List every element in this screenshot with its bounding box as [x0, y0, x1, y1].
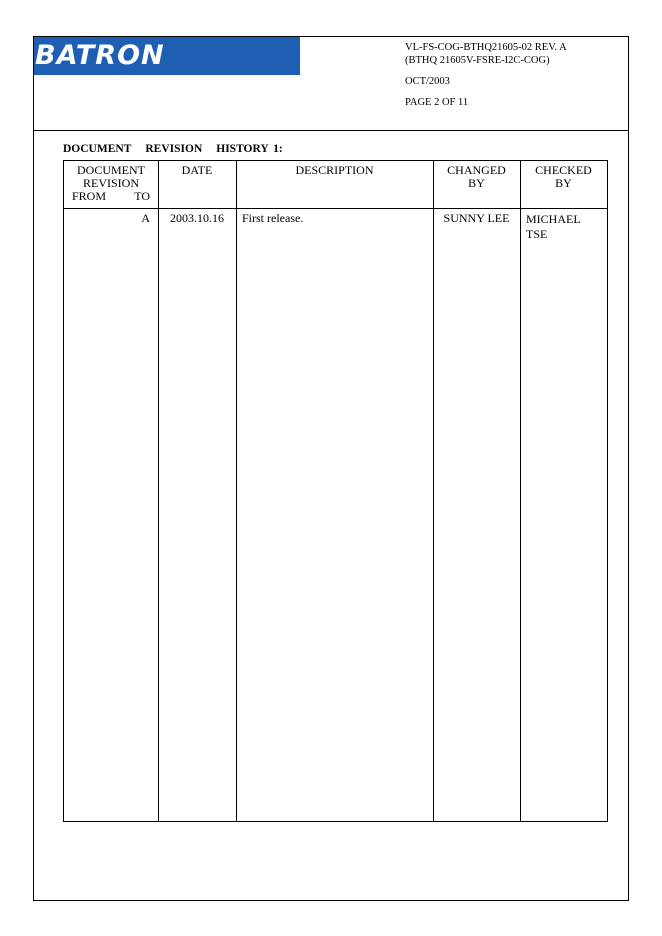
- row-revision-to: A: [141, 211, 150, 225]
- row-description: First release.: [242, 211, 304, 225]
- row-checked-line2: TSE: [526, 227, 548, 241]
- header-revision-from-to: [64, 190, 158, 203]
- header-checked-by: [520, 164, 607, 190]
- document-date: OCT/2003: [405, 76, 450, 87]
- column-divider: [158, 161, 159, 821]
- header-checked-line1: CHECKED: [535, 163, 592, 177]
- header-changed-by: [433, 164, 520, 190]
- header-changed-line2: BY: [468, 176, 485, 190]
- row-date: 2003.10.16: [170, 211, 224, 225]
- header-row-divider: [64, 208, 607, 209]
- column-divider: [433, 161, 434, 821]
- section-title-part: DOCUMENT: [63, 143, 132, 155]
- part-number: (BTHQ 21605V-FSRE-I2C-COG): [405, 55, 550, 66]
- document-info: [405, 41, 567, 67]
- batron-logo: BATRON: [35, 40, 165, 71]
- revision-history-table: [63, 160, 608, 822]
- section-title: [63, 143, 297, 155]
- header-date: DATE: [181, 163, 213, 177]
- header-checked-line2: BY: [555, 176, 572, 190]
- row-checked-by: [526, 212, 606, 242]
- section-title-part: REVISION: [145, 143, 203, 155]
- page-number: PAGE 2 OF 11: [405, 97, 469, 108]
- header-revision: [64, 164, 158, 203]
- header-revision-to: TO: [134, 189, 150, 203]
- header-description: DESCRIPTION: [295, 163, 374, 177]
- header-changed-line1: CHANGED: [447, 163, 506, 177]
- section-title-part: HISTORY 1:: [216, 143, 283, 155]
- header-revision-line2: REVISION: [83, 176, 139, 190]
- column-divider: [236, 161, 237, 821]
- header-revision-from: FROM: [72, 189, 107, 203]
- document-number: VL-FS-COG-BTHQ21605-02 REV. A: [405, 42, 567, 53]
- header-revision-line1: DOCUMENT: [77, 163, 145, 177]
- header-divider: [33, 130, 629, 131]
- column-divider: [520, 161, 521, 821]
- row-checked-line1: MICHAEL: [526, 212, 581, 226]
- row-changed-by: SUNNY LEE: [443, 211, 510, 225]
